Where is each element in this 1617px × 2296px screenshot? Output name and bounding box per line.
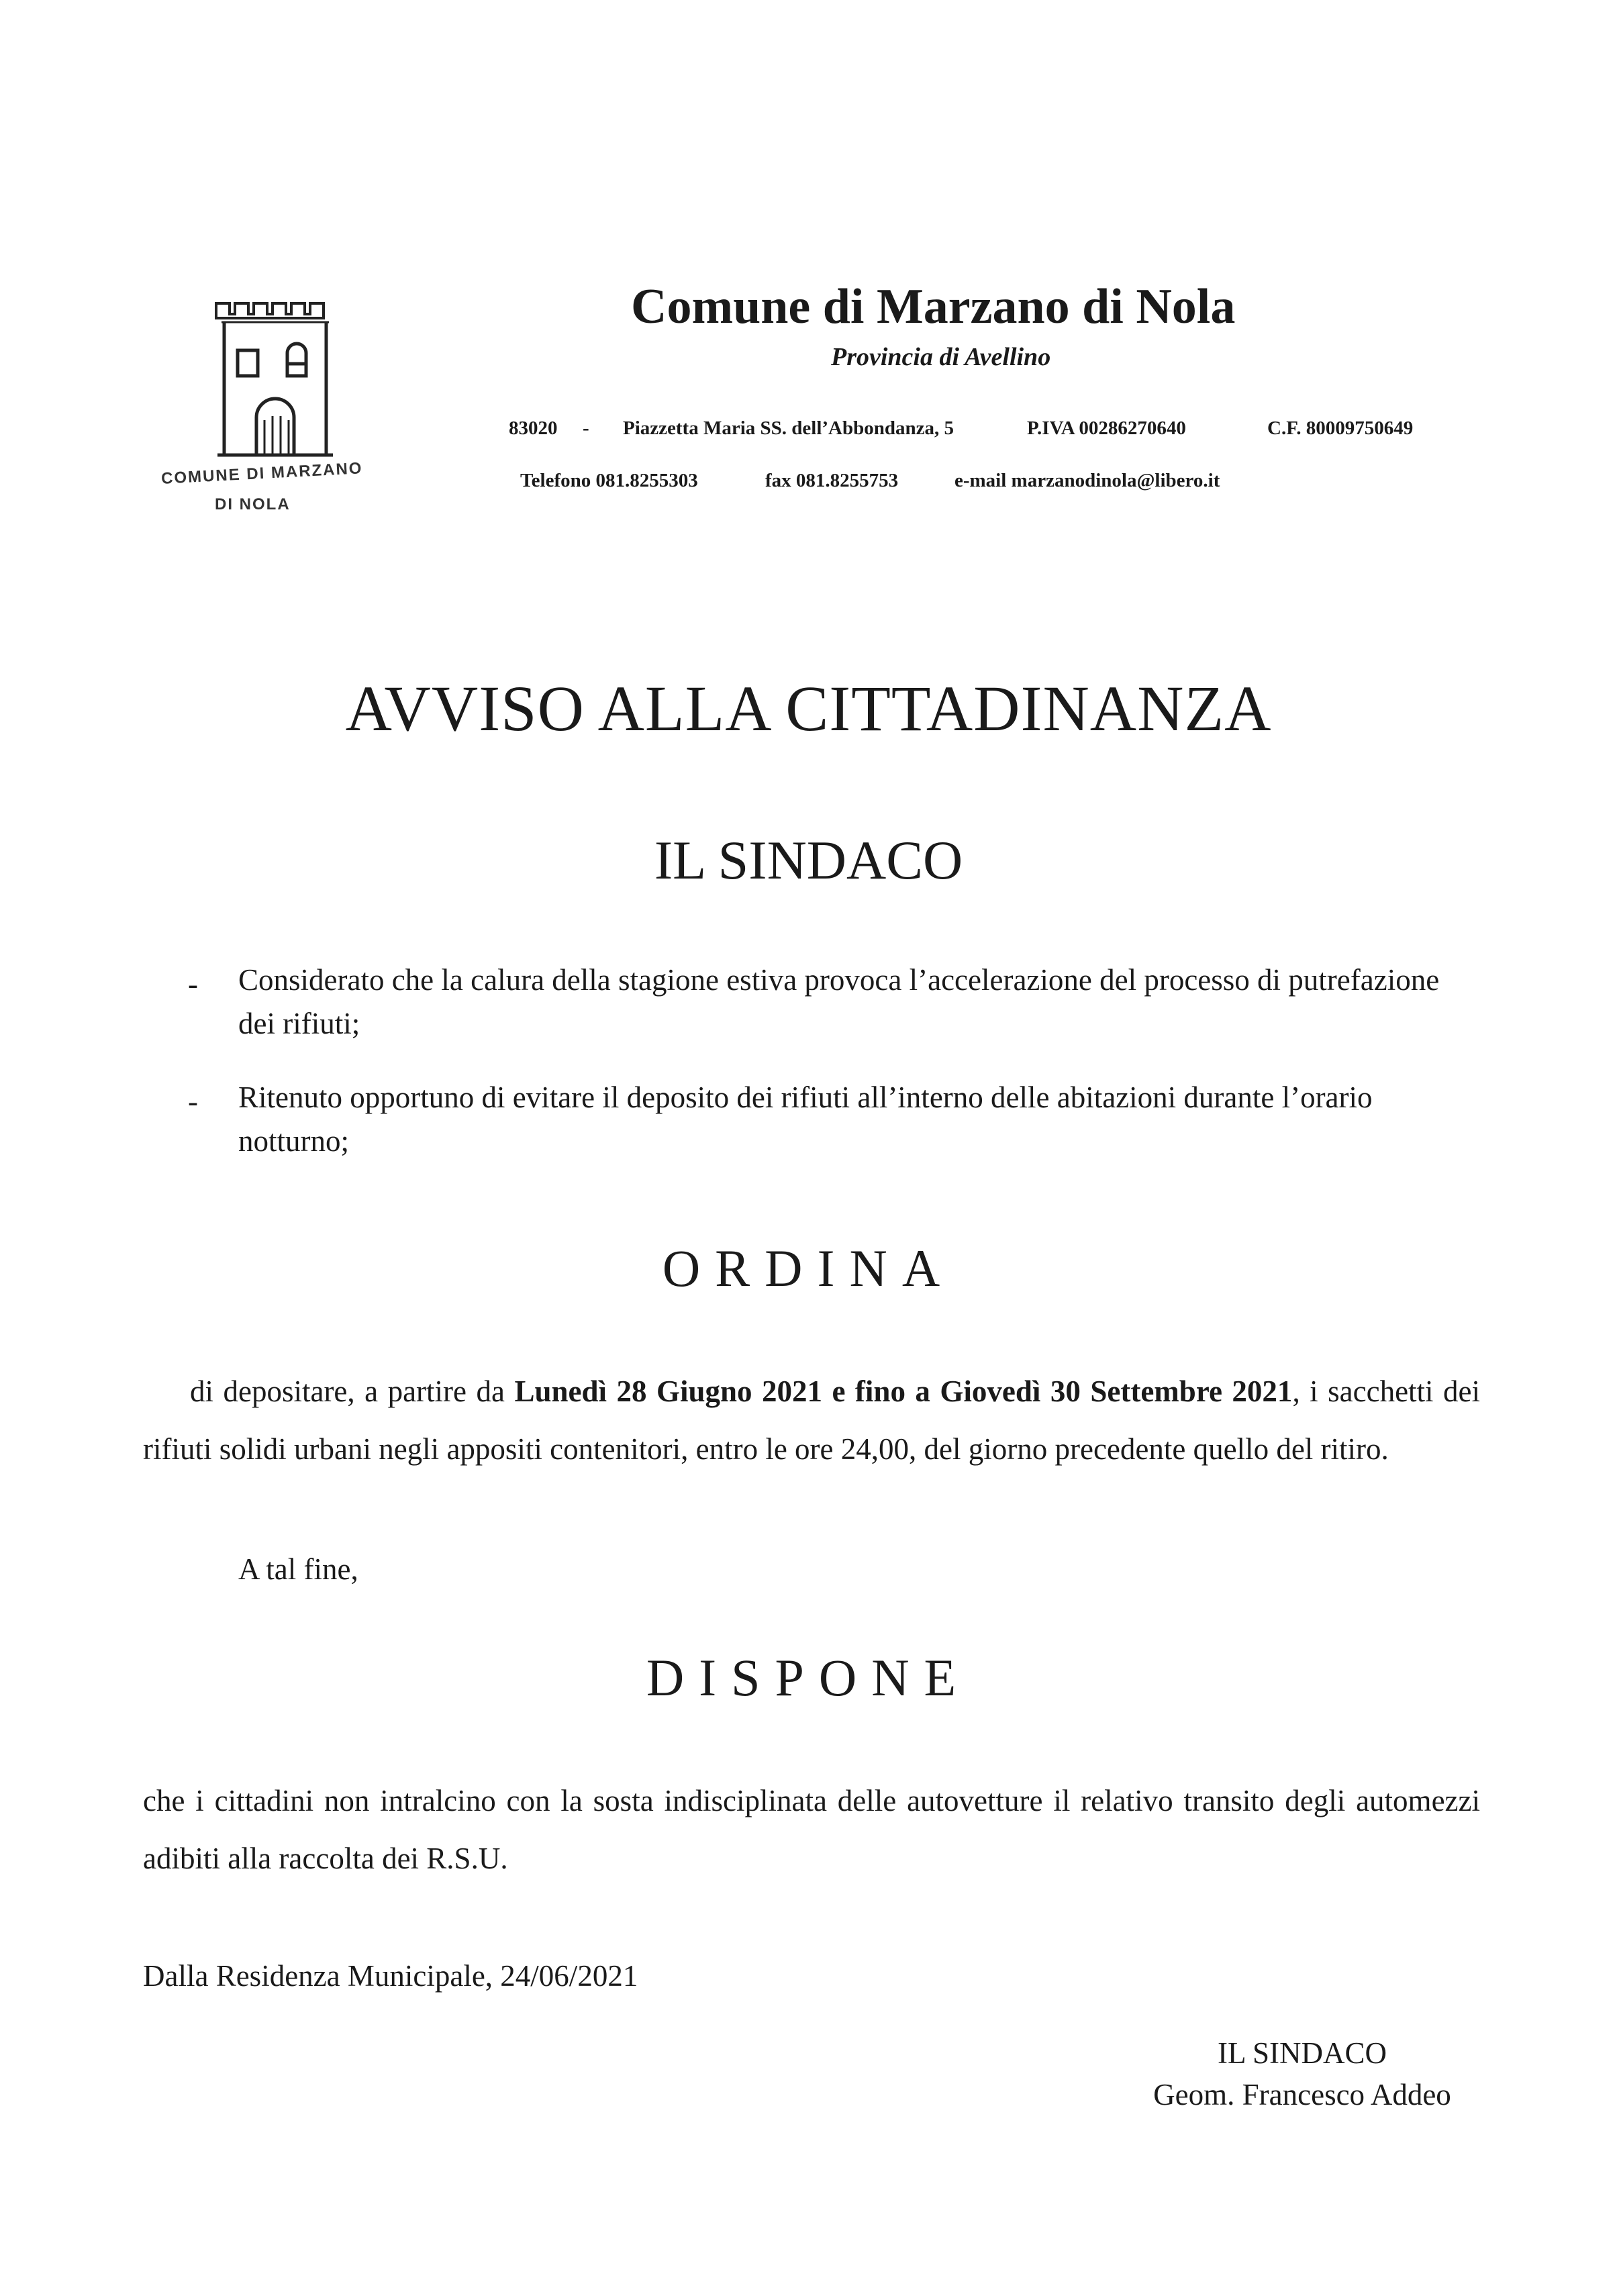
premise-text-2: Ritenuto opportuno di evitare il deposito dei rifiuti all’interno delle abitazioni durante l’orario notturno; (238, 1081, 1373, 1158)
contact-row (0, 470, 1617, 497)
premise-bullet-2: - (188, 1085, 198, 1118)
dispone-paragraph: che i cittadini non intralcino con la sosta indisciplinata delle autovetture il relativo transito degli automezzi adibiti alla raccolta dei R.S.U. (143, 1784, 1480, 1875)
ordina-followup: A tal fine, (238, 1552, 358, 1586)
cf: C.F. 80009750649 (1267, 417, 1414, 439)
notice-title: AVVISO ALLA CITTADINANZA (345, 672, 1272, 744)
ordina-heading: ORDINA (662, 1239, 955, 1297)
logo-text-line2: DI NOLA (215, 495, 291, 513)
mayor-heading: IL SINDACO (654, 830, 963, 891)
ordina-period: Lunedì 28 Giugno 2021 e fino a Giovedì 30 Settembre 2021 (514, 1375, 1293, 1408)
logo-text-line1: COMUNE DI MARZANO (160, 459, 364, 488)
signature-role: IL SINDACO (1217, 2036, 1387, 2070)
place-date: Dalla Residenza Municipale, 24/06/2021 (143, 1959, 638, 1993)
cap: 83020 (509, 417, 558, 439)
premise-text-1: Considerato che la calura della stagione estiva provoca l’accelerazione del processo di putrefazione dei rifiuti; (238, 963, 1440, 1040)
fax: fax 081.8255753 (765, 470, 899, 491)
dispone-heading: DISPONE (646, 1648, 971, 1707)
province: Provincia di Avellino (831, 343, 1051, 371)
ordina-text-after: , i sacchetti dei rifiuti solidi urbani negli appositi contenitori, entro le ore 24,00, del giorno precedente quello del ritiro. (143, 1375, 1481, 1466)
premise-bullet-1: - (188, 967, 198, 1001)
phone: Telefono 081.8255303 (520, 470, 698, 491)
address-row (0, 417, 1617, 444)
address-separator: - (583, 417, 589, 439)
email[interactable]: e-mail marzanodinola@libero.it (954, 470, 1220, 491)
address: Piazzetta Maria SS. dell’Abbondanza, 5 (623, 417, 954, 439)
signature-name: Geom. Francesco Addeo (1153, 2078, 1451, 2111)
piva: P.IVA 00286270640 (1027, 417, 1186, 439)
ordina-text-before: di depositare, a partire da (190, 1375, 515, 1408)
org-name: Comune di Marzano di Nola (631, 279, 1236, 334)
signature-block (1134, 2032, 1470, 2115)
ordina-paragraph (143, 1362, 1480, 1478)
